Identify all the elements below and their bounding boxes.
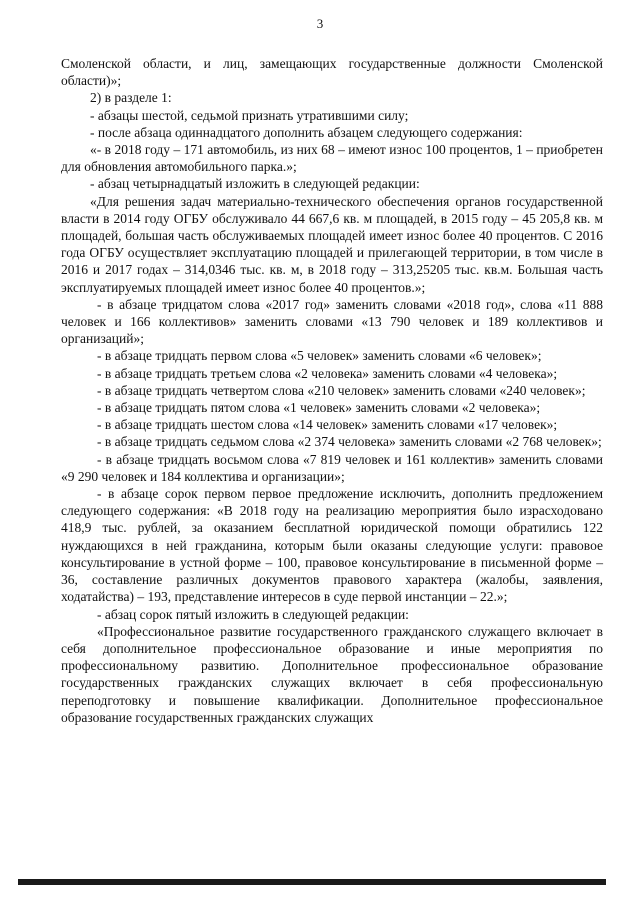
paragraph: «Для решения задач материально-технического обеспечения органов государственной власти в 2014 году ОГБУ обслуживало 44 667,6 кв. м площадей, в 2015 году – 45 205,8 кв. м площадей, большая часть обслуживаемых площадей имеет износ более 40 процентов. С 2016 года ОГБУ осуществляет эксплуатацию площадей и прилегающей территории, в том числе в 2016 и 2017 годах – 314,0346 тыс. кв. м, в 2018 году – 313,25205 тыс. кв.м. Большая часть эксплуатируемых площадей имеет износ более 40 процентов.»; — [61, 193, 603, 295]
paragraph: «Профессиональное развитие государственного гражданского служащего включает в себя дополнительное профессиональное образование и иные мероприятия по профессиональному развитию. Дополнительное профессиональное образование государственных гражданских служащих включает в себя профессиональную переподготовку и повышение квалификации. Дополнительное профессиональное образование государственных гражданских служащих — [61, 623, 603, 725]
paragraph: - в абзаце тридцать восьмом слова «7 819 человек и 161 коллектив» заменить словами «9 290 человек и 184 коллектива и организации»; — [61, 451, 603, 484]
paragraph: - абзацы шестой, седьмой признать утратившими силу; — [90, 107, 409, 123]
paragraph: - в абзаце тридцать шестом слова «14 человек» заменить словами «17 человек»; — [97, 417, 558, 433]
paragraph: - в абзаце сорок первом первое предложение исключить, дополнить предложением следующего содержания: «В 2018 году на реализацию мероприятия было израсходовано 418,9 тыс. рублей, за оказанием бесплатной юридической помощи обратились 122 нуждающихся в ней гражданина, которым были оказаны следующие услуги: правовое консультирование в устной форме – 100, правовое консультирование в письменной форме – 36, составление различных документов правового характера (жалобы, заявления, ходатайства) – 193, представление интересов в суде первой инстанции – 22.»; — [61, 486, 603, 605]
paragraph: - в абзаце тридцать первом слова «5 человек» заменить словами «6 человек»; — [97, 348, 542, 364]
paragraph: - после абзаца одиннадцатого дополнить абзацем следующего содержания: — [90, 124, 523, 140]
paragraph: - абзац четырнадцатый изложить в следующей редакции: — [90, 176, 420, 192]
paragraph: - в абзаце тридцать третьем слова «2 человека» заменить словами «4 человека»; — [97, 365, 558, 381]
paragraph: Смоленской области, и лиц, замещающих государственные должности Смоленской области)»; — [61, 56, 603, 89]
paragraph: 2) в разделе 1: — [90, 90, 172, 106]
page-number: 3 — [316, 16, 324, 31]
paragraph: - абзац сорок пятый изложить в следующей редакции: — [97, 606, 409, 622]
paragraph: - в абзаце тридцатом слова «2017 год» заменить словами «2018 год», слова «11 888 человек и 166 коллективов» заменить словами «13 790 человек и 189 коллективов и организаций»; — [61, 296, 603, 347]
paragraph: - в абзаце тридцать четвертом слова «210 человек» заменить словами «240 человек»; — [97, 382, 586, 398]
page-bottom-rule — [18, 879, 606, 885]
document-body — [61, 55, 603, 726]
paragraph: «- в 2018 году – 171 автомобиль, из них 68 – имеют износ 100 процентов, 1 – приобретен для обновления автомобильного парка.»; — [61, 142, 603, 175]
paragraph: - в абзаце тридцать пятом слова «1 человек» заменить словами «2 человека»; — [97, 400, 541, 416]
paragraph: - в абзаце тридцать седьмом слова «2 374 человека» заменить словами «2 768 человек»; — [97, 434, 602, 450]
